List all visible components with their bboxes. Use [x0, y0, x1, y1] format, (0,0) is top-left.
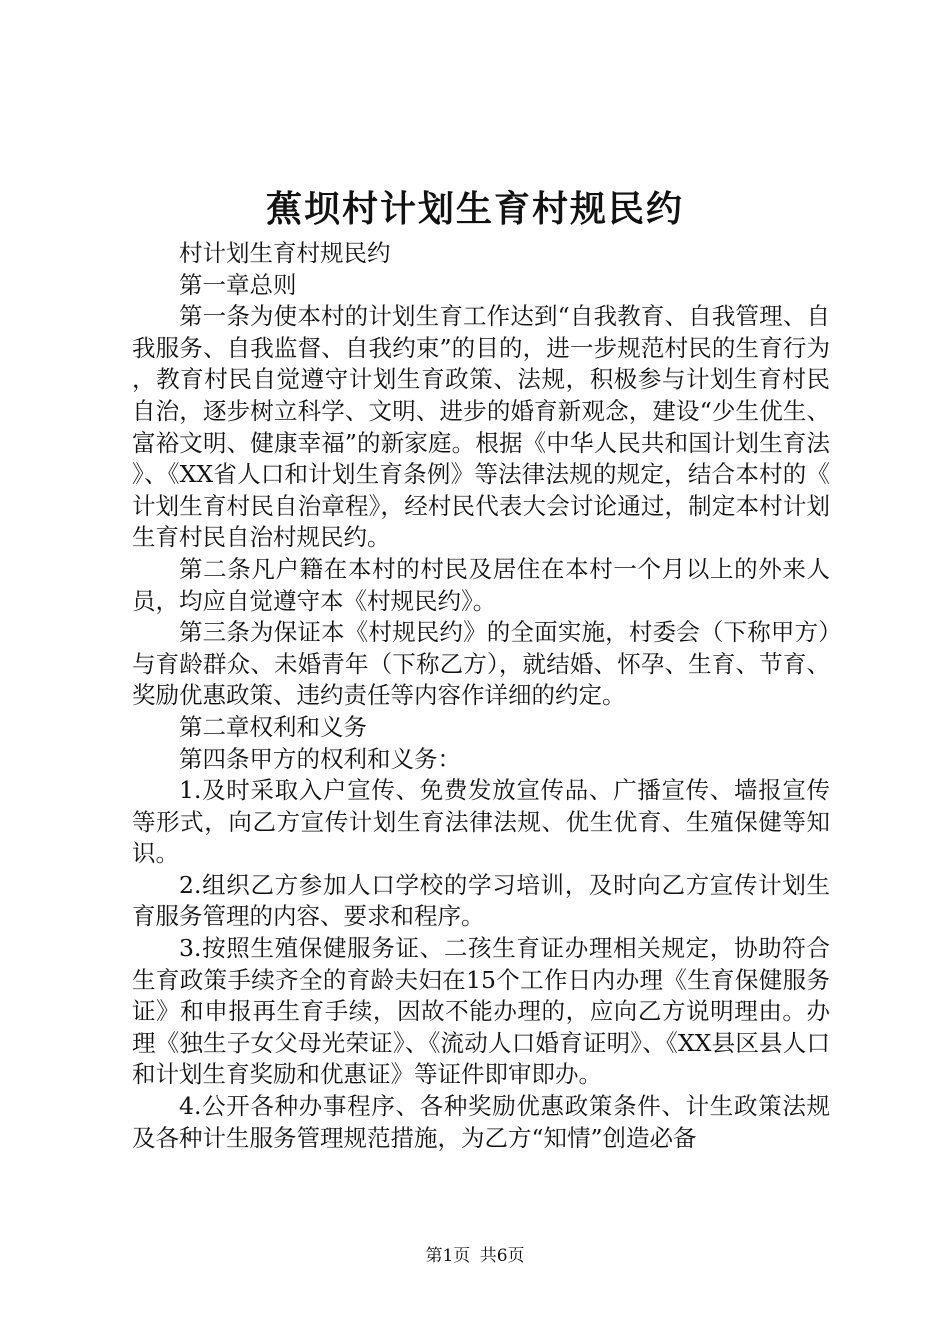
paragraph: 第三条为保证本《村规民约》的全面实施，村委会（下称甲方）与育龄群众、未婚青年（下称乙方），就结婚、怀孕、生育、节育、奖励优惠政策、违约责任等内容作详细的约定。 — [132, 618, 830, 710]
list-item: 3.按照生殖保健服务证、二孩生育证办理相关规定，协助符合生育政策手续齐全的育龄夫妇在15个工作日内办理《生育保健服务证》和申报再生育手续，因故不能办理的，应向乙方说明理由。办理《独生子女父母光荣证》、《流动人口婚育证明》、《XX县区县人口和计划生育奖励和优惠证》等证件即审即办。 — [132, 934, 830, 1089]
document-body — [132, 238, 830, 1154]
page-number: 第1页 共6页 — [425, 1246, 525, 1266]
document-title: 蕉坝村计划生育村规民约 — [265, 188, 684, 230]
paragraph: 第一条为使本村的计划生育工作达到“自我教育、自我管理、自我服务、自我监督、自我约束”的目的，进一步规范村民的生育行为，教育村民自觉遵守计划生育政策、法规，积极参与计划生育村民自治，逐步树立科学、文明、进步的婚育新观念，建设“少生优生、富裕文明、健康幸福”的新家庭。根据《中华人民共和国计划生育法》、《XX省人口和计划生育条例》等法律法规的规定，结合本村的《计划生育村民自治章程》，经村民代表大会讨论通过，制定本村计划生育村民自治村规民约。 — [132, 302, 830, 552]
paragraph: 第二条凡户籍在本村的村民及居住在本村一个月以上的外来人员，均应自觉遵守本《村规民约》。 — [132, 554, 830, 615]
paragraph-subtitle: 村计划生育村规民约 — [179, 239, 391, 267]
chapter-heading: 第一章总则 — [179, 270, 297, 299]
list-item: 2.组织乙方参加人口学校的学习培训，及时向乙方宣传计划生育服务管理的内容、要求和程序。 — [132, 870, 830, 931]
paragraph: 第四条甲方的权利和义务： — [179, 744, 461, 773]
list-item: 1.及时采取入户宣传、免费发放宣传品、广播宣传、墙报宣传等形式，向乙方宣传计划生育法律法规、优生优育、生殖保健等知识。 — [132, 776, 830, 868]
chapter-heading: 第二章权利和义务 — [179, 712, 367, 741]
list-item: 4.公开各种办事程序、各种奖励优惠政策条件、计生政策法规及各种计生服务管理规范措施，为乙方“知情”创造必备 — [132, 1092, 830, 1152]
